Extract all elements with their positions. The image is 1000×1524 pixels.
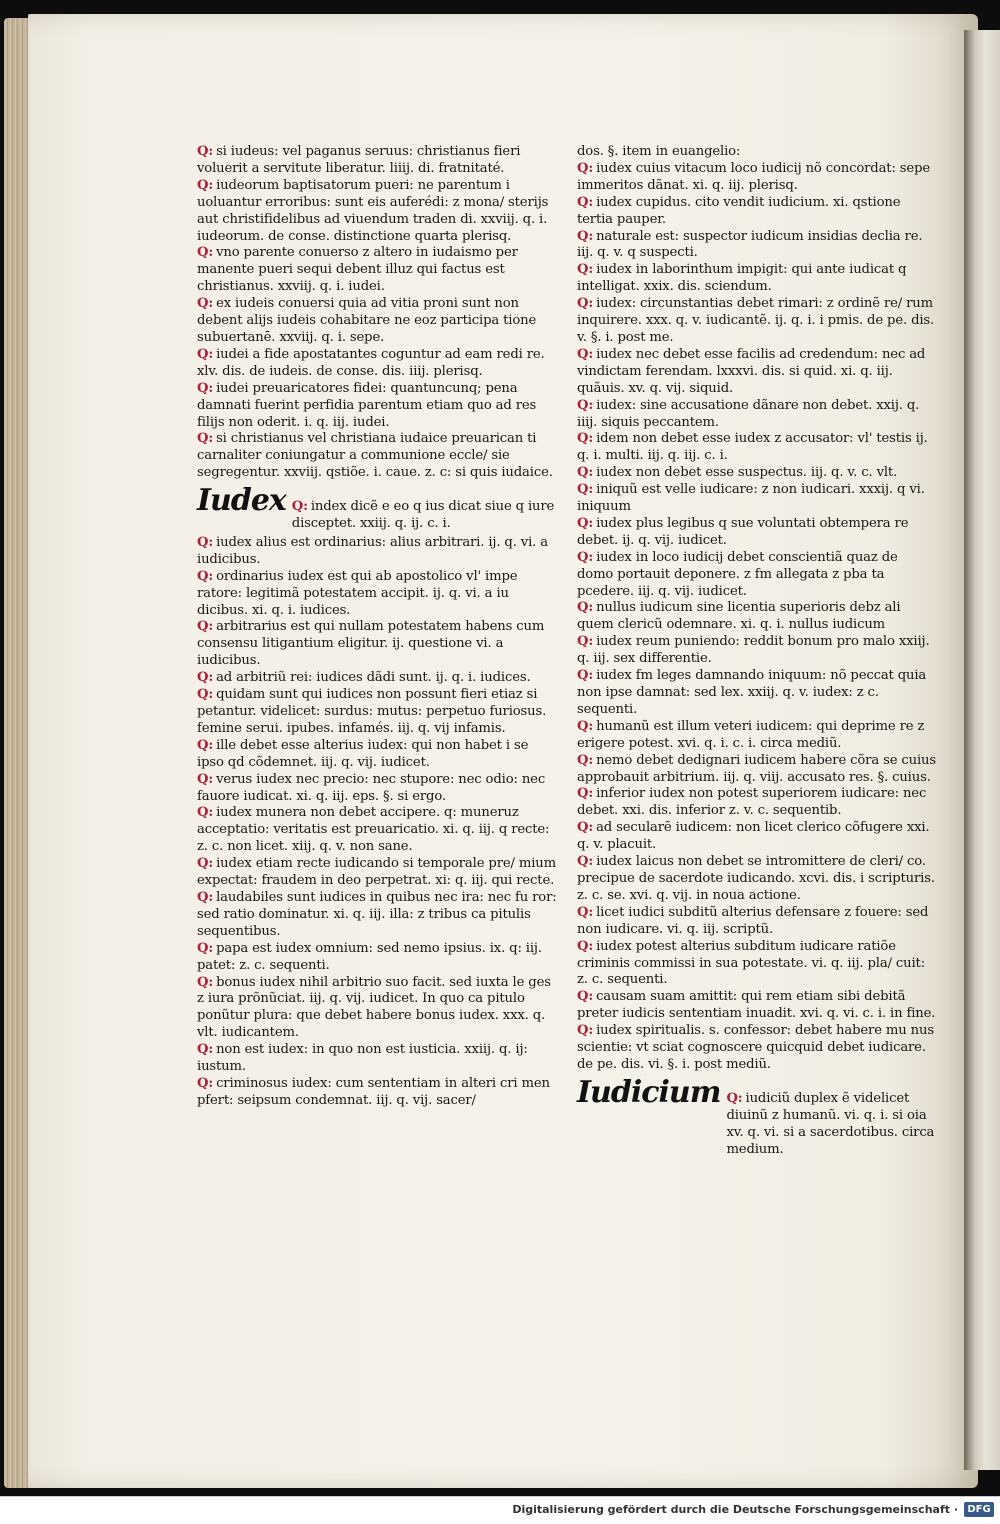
entry-paragraph bbox=[577, 820, 937, 854]
paragraph-mark-icon: Q: bbox=[577, 160, 594, 176]
dfg-logo: DFG bbox=[964, 1502, 994, 1517]
facing-page-edge bbox=[964, 30, 1000, 1470]
entry-paragraph bbox=[197, 178, 557, 246]
entry-paragraph bbox=[197, 856, 557, 890]
entry-text: causam suam amittit: qui rem etiam sibi debitã preter iudicis sententiam inuadit. xvi. q. vi. c. i. in fine. bbox=[577, 989, 936, 1022]
entry-paragraph bbox=[577, 905, 937, 939]
paragraph-mark-icon: Q: bbox=[577, 228, 594, 244]
entry-text: iudeorum baptisatorum pueri: ne parentum i uoluantur erroribus: sunt eis auferédi: z mona/ sterijs aut christifidelibus ad viuendum traden di. xxviij. q. i. iudeorum. de conse. distinctione quarta plerisq. bbox=[197, 177, 549, 244]
entry-paragraph bbox=[197, 535, 557, 569]
entry-text: ille debet esse alterius iudex: qui non habet i se ipso qd cõdemnet. iij. q. vij. iudicet. bbox=[197, 737, 529, 770]
paragraph-mark-icon: Q: bbox=[197, 296, 214, 312]
paragraph-mark-icon: Q: bbox=[577, 820, 594, 836]
paragraph-mark-icon: Q: bbox=[577, 296, 594, 312]
right-entries bbox=[577, 144, 937, 1074]
entry-paragraph bbox=[197, 805, 557, 856]
entry-paragraph bbox=[577, 229, 937, 263]
entry-text: naturale est: suspector iudicum insidias declia re. iij. q. v. q suspecti. bbox=[577, 228, 923, 261]
entry-text: vno parente conuerso z altero in iudaismo per manente pueri sequi debent illuz qui factus est christianus. xxviij. q. i. iudei. bbox=[197, 245, 518, 295]
paragraph-mark-icon: Q: bbox=[577, 634, 594, 650]
entry-text: iudex nec debet esse facilis ad credendum: nec ad vindictam ferendam. lxxxvi. dis. si quid. xi. q. iij. quãuis. xv. q. vij. siquid. bbox=[577, 346, 926, 396]
heading-row-iudicium bbox=[577, 1074, 937, 1159]
entry-text: iudex laicus non debet se intromittere de cleri/ co. precipue de sacerdote iudicando. xcvi. dis. i scripturis. z. c. se. xvi. q. vij. in noua actione. bbox=[577, 854, 935, 903]
entry-text: bonus iudex nihil arbitrio suo facit. sed iuxta le ges z iura prõnũciat. iij. q. vij. iudicet. In quo ca pitulo ponũtur plura: que debet habere bonus iudex. xxx. q. vlt. iudicantem. bbox=[197, 974, 551, 1041]
entry-text: criminosus iudex: cum sententiam in alteri cri men pfert: seipsum condemnat. iij. q. vij. sacer/ bbox=[197, 1075, 550, 1108]
paragraph-mark-icon: Q: bbox=[577, 194, 594, 210]
paragraph-mark-icon: Q: bbox=[577, 549, 594, 565]
paragraph-mark-icon: Q: bbox=[197, 177, 214, 193]
paragraph-mark-icon: Q: bbox=[197, 687, 214, 703]
entry-text: ad arbitriũ rei: iudices dãdi sunt. ij. q. i. iudices. bbox=[216, 670, 531, 686]
paragraph-mark-icon: Q: bbox=[197, 889, 214, 905]
entry-paragraph bbox=[197, 975, 557, 1043]
paragraph-mark-icon: Q: bbox=[197, 856, 214, 872]
entry-paragraph bbox=[197, 1042, 557, 1076]
paragraph-mark-icon: Q: bbox=[577, 854, 594, 870]
entry-paragraph bbox=[197, 619, 557, 670]
entry-paragraph bbox=[577, 550, 937, 601]
entry-text: humanũ est illum veteri iudicem: qui deprime re z erigere potest. xvi. q. i. c. i. circa mediũ. bbox=[577, 718, 925, 751]
footer-credit: Digitalisierung gefördert durch die Deutsche Forschungsgemeinschaft · bbox=[512, 1503, 958, 1516]
heading-iudicium: Iudicium bbox=[577, 1074, 721, 1110]
left-column bbox=[197, 144, 557, 1110]
footer-bar bbox=[0, 1496, 1000, 1524]
entry-text: nemo debet dedignari iudicem habere cõra se cuius approbauit arbitrium. iij. q. viij. accusato res. §. cuius. bbox=[577, 752, 937, 785]
entry-paragraph bbox=[577, 719, 937, 753]
entry-paragraph bbox=[577, 296, 937, 347]
entry-paragraph bbox=[197, 381, 557, 432]
paragraph-mark-icon: Q: bbox=[197, 380, 214, 396]
entry-text: iudex fm leges damnando iniquum: nõ peccat quia non ipse damnat: sed lex. xxiij. q. v. iudex: z c. sequenti. bbox=[577, 668, 927, 717]
paragraph-mark-icon: Q: bbox=[197, 568, 214, 584]
entry-text: non est iudex: in quo non est iusticia. xxiij. q. ij: iustum. bbox=[197, 1042, 528, 1075]
paragraph-mark-icon: Q: bbox=[197, 805, 214, 821]
entry-text: arbitrarius est qui nullam potestatem habens cum consensu litigantium eligitur. ij. questione vi. a iudicibus. bbox=[197, 619, 545, 669]
entry-paragraph bbox=[577, 398, 937, 432]
entry-text: iudex alius est ordinarius: alius arbitrari. ij. q. vi. a iudicibus. bbox=[197, 534, 548, 567]
entry-paragraph bbox=[577, 600, 937, 634]
entry-text: iudex reum puniendo: reddit bonum pro malo xxiij. q. iij. sex differentie. bbox=[577, 634, 930, 667]
entry-text: iudex in loco iudicij debet conscientiã quaz de domo portauit deponere. z fm allegata z pba ta pcedere. iij. q. vij. iudicet. bbox=[577, 549, 898, 599]
paragraph-mark-icon: Q: bbox=[291, 499, 308, 515]
entry-text: ordinarius iudex est qui ab apostolico vl' impe ratore: legitimã potestatem accipit. ij. q. vi. a iu dicibus. xi. q. i. iudices. bbox=[197, 568, 518, 618]
entry-paragraph bbox=[197, 941, 557, 975]
entry-paragraph bbox=[577, 347, 937, 398]
entry-text: iudei preuaricatores fidei: quantuncunq; pena damnati fuerint perfidia parentum etiam quo ad res filijs non oderit. i. q. iij. iudei. bbox=[197, 380, 537, 430]
entry-paragraph bbox=[577, 431, 937, 465]
heading-row-iudex bbox=[197, 483, 557, 533]
paragraph-mark-icon: Q: bbox=[197, 144, 214, 159]
entry-text: iudex: circunstantias debet rimari: z ordinẽ re/ rum inquirere. xxx. q. v. iudicantẽ. ij. q. i. i pmis. de pe. dis. v. §. i. post me. bbox=[577, 296, 935, 345]
paragraph-mark-icon: Q: bbox=[577, 431, 594, 447]
paragraph-mark-icon: Q: bbox=[577, 668, 594, 684]
entry-text: verus iudex nec precio: nec stupore: nec odio: nec fauore iudicat. xi. q. iij. eps. §. si ergo. bbox=[197, 771, 546, 804]
paragraph-mark-icon: Q: bbox=[197, 1042, 214, 1058]
entry-text: iudex potest alterius subditum iudicare ratiõe criminis commissi in sua potestate. vi. q. iij. pla/ cuit: z. c. sequenti. bbox=[577, 938, 926, 988]
entry-paragraph bbox=[197, 1076, 557, 1110]
entry-text: iniquũ est velle iudicare: z non iudicari. xxxij. q vi. iniquum bbox=[577, 482, 925, 515]
paragraph-mark-icon: Q: bbox=[197, 974, 214, 990]
paragraph-mark-icon: Q: bbox=[197, 670, 214, 686]
entry-text: iudex etiam recte iudicando si temporale pre/ mium expectat: fraudem in deo perpetrat. xi: q. iij. qui recte. bbox=[197, 856, 556, 889]
entry-text: iudex in laborinthum impigit: qui ante iudicat q intelligat. xxix. dis. sciendum. bbox=[577, 262, 907, 295]
entry-text: laudabiles sunt iudices in quibus nec ira: nec fu ror: sed ratio dominatur. xi. q. iij. illa: z tribus ca pitulis sequentibus. bbox=[197, 889, 557, 939]
entry-text: papa est iudex omnium: sed nemo ipsius. ix. q: iij. patet: z. c. sequenti. bbox=[197, 940, 542, 973]
paragraph-mark-icon: Q: bbox=[577, 397, 594, 413]
entry-paragraph bbox=[577, 144, 937, 161]
entry-paragraph bbox=[197, 431, 557, 482]
paragraph-mark-icon: Q: bbox=[577, 786, 594, 802]
entry-text: iudex plus legibus q sue voluntati obtempera re debet. ij. q. vij. iudicet. bbox=[577, 515, 909, 548]
entry-text: iudex cuius vitacum loco iudicij nõ concordat: sepe immeritos dãnat. xi. q. iij. plerisq. bbox=[577, 160, 931, 193]
entry-paragraph bbox=[197, 670, 557, 687]
entry-paragraph bbox=[577, 634, 937, 668]
paragraph-mark-icon: Q: bbox=[577, 1023, 594, 1039]
entry-paragraph bbox=[197, 144, 557, 178]
heading-iudex-tail bbox=[292, 499, 557, 533]
entry-paragraph bbox=[577, 195, 937, 229]
entry-text: si iudeus: vel paganus seruus: christianus fieri voluerit a servitute liberatur. liiij. di. fratnitaté. bbox=[197, 144, 521, 176]
entry-paragraph bbox=[577, 161, 937, 195]
paragraph-mark-icon: Q: bbox=[577, 262, 594, 278]
entry-paragraph bbox=[197, 890, 557, 941]
entry-paragraph bbox=[577, 465, 937, 482]
entry-paragraph bbox=[577, 854, 937, 905]
entry-paragraph bbox=[577, 516, 937, 550]
paragraph-mark-icon: Q: bbox=[197, 245, 214, 261]
paragraph-mark-icon: Q: bbox=[197, 619, 214, 635]
entry-paragraph bbox=[197, 347, 557, 381]
paragraph-mark-icon: Q: bbox=[577, 482, 594, 498]
paragraph-mark-icon: Q: bbox=[577, 465, 594, 481]
entry-text: dos. §. item in euangelio: bbox=[577, 144, 741, 159]
paragraph-mark-icon: Q: bbox=[197, 940, 214, 956]
entry-paragraph bbox=[577, 1023, 937, 1074]
paragraph-mark-icon: Q: bbox=[577, 989, 594, 1005]
paragraph-mark-icon: Q: bbox=[197, 534, 214, 550]
entry-paragraph bbox=[577, 668, 937, 719]
heading-iudex: Iudex bbox=[197, 483, 286, 519]
entry-paragraph bbox=[577, 482, 937, 516]
entry-text: iudex cupidus. cito vendit iudicium. xi. qstione tertia pauper. bbox=[577, 194, 901, 227]
entry-text: si christianus vel christiana iudaice preuarican ti carnaliter coniungatur a communione eccle/ sie segregentur. xxviij. qstiõe. i. caue. z. c: si quis iudaice. bbox=[197, 431, 553, 481]
left-entries-bottom bbox=[197, 535, 557, 1110]
entry-paragraph bbox=[197, 772, 557, 806]
paragraph-mark-icon: Q: bbox=[726, 1090, 743, 1106]
paragraph-mark-icon: Q: bbox=[577, 718, 594, 734]
paragraph-mark-icon: Q: bbox=[197, 771, 214, 787]
paragraph-mark-icon: Q: bbox=[197, 346, 214, 362]
entry-paragraph bbox=[197, 687, 557, 738]
entry-text: iudex: sine accusatione dãnare non debet. xxij. q. iiij. siquis peccantem. bbox=[577, 397, 920, 430]
paragraph-mark-icon: Q: bbox=[577, 752, 594, 768]
heading-iudicium-tail bbox=[726, 1091, 937, 1159]
entry-text: ad secularẽ iudicem: non licet clerico cõfugere xxi. q. v. placuit. bbox=[577, 820, 930, 853]
entry-text: licet iudici subditũ alterius defensare z fouere: sed non iudicare. vi. q. iij. scriptũ. bbox=[577, 904, 929, 937]
paragraph-mark-icon: Q: bbox=[577, 515, 594, 531]
entry-text: nullus iudicum sine licentia superioris debz ali quem clericũ odemnare. xi. q. i. nullus iudicum bbox=[577, 600, 901, 633]
entry-text: iudex non debet esse suspectus. iij. q. v. c. vlt. bbox=[596, 465, 898, 481]
entry-text: quidam sunt qui iudices non possunt fieri etiaz si petantur. videlicet: surdus: mutus: perpetuo furiosus. femine serui. ipubes. infamés. iij. q. vij infamis. bbox=[197, 687, 547, 736]
right-column bbox=[577, 144, 937, 1160]
entry-text: inferior iudex non potest superiorem iudicare: nec debet. xxi. dis. inferior z. v. c. sequentib. bbox=[577, 786, 927, 819]
heading-iudicium-tail-text: iudiciũ duplex ẽ videlicet diuinũ z humanũ. vi. q. i. si oia xv. q. vi. si a sacerdotibus. circa medium. bbox=[726, 1090, 935, 1157]
paragraph-mark-icon: Q: bbox=[577, 346, 594, 362]
entry-paragraph bbox=[197, 569, 557, 620]
paragraph-mark-icon: Q: bbox=[197, 737, 214, 753]
entry-paragraph bbox=[577, 989, 937, 1023]
paragraph-mark-icon: Q: bbox=[577, 904, 594, 920]
entry-text: iudex spiritualis. s. confessor: debet habere mu nus scientie: vt sciat cognoscere quicquid debet iudicare. de pe. dis. vi. §. i. post mediũ. bbox=[577, 1023, 934, 1072]
entry-text: iudei a fide apostatantes coguntur ad eam redi re. xlv. dis. de iudeis. de conse. dis. iiij. plerisq. bbox=[197, 346, 545, 379]
entry-text: ex iudeis conuersi quia ad vitia proni sunt non debent alijs iudeis cohabitare ne eoz participa tione subuertanē. xxviij. q. i. sepe. bbox=[197, 296, 537, 345]
entry-paragraph bbox=[577, 786, 937, 820]
heading-iudex-tail-text: index dicẽ e eo q ius dicat siue q iure disceptet. xxiij. q. ij. c. i. bbox=[291, 499, 555, 532]
paragraph-mark-icon: Q: bbox=[577, 600, 594, 616]
entry-paragraph bbox=[197, 296, 557, 347]
paragraph-mark-icon: Q: bbox=[197, 431, 214, 447]
paragraph-mark-icon: Q: bbox=[197, 1075, 214, 1091]
left-entries-top bbox=[197, 144, 557, 482]
entry-paragraph bbox=[577, 753, 937, 787]
entry-text: iudex munera non debet accipere. q: muneruz acceptatio: veritatis est preuaricatio. xi. q. iij. q recte: z. c. non licet. xiij. q. v. non sane. bbox=[197, 805, 550, 855]
entry-paragraph bbox=[577, 939, 937, 990]
entry-paragraph bbox=[577, 262, 937, 296]
entry-paragraph bbox=[197, 245, 557, 296]
paragraph-mark-icon: Q: bbox=[577, 938, 594, 954]
entry-text: idem non debet esse iudex z accusator: vl' testis ij. q. i. multi. iij. q. iij. c. i. bbox=[577, 431, 928, 464]
entry-paragraph bbox=[197, 738, 557, 772]
